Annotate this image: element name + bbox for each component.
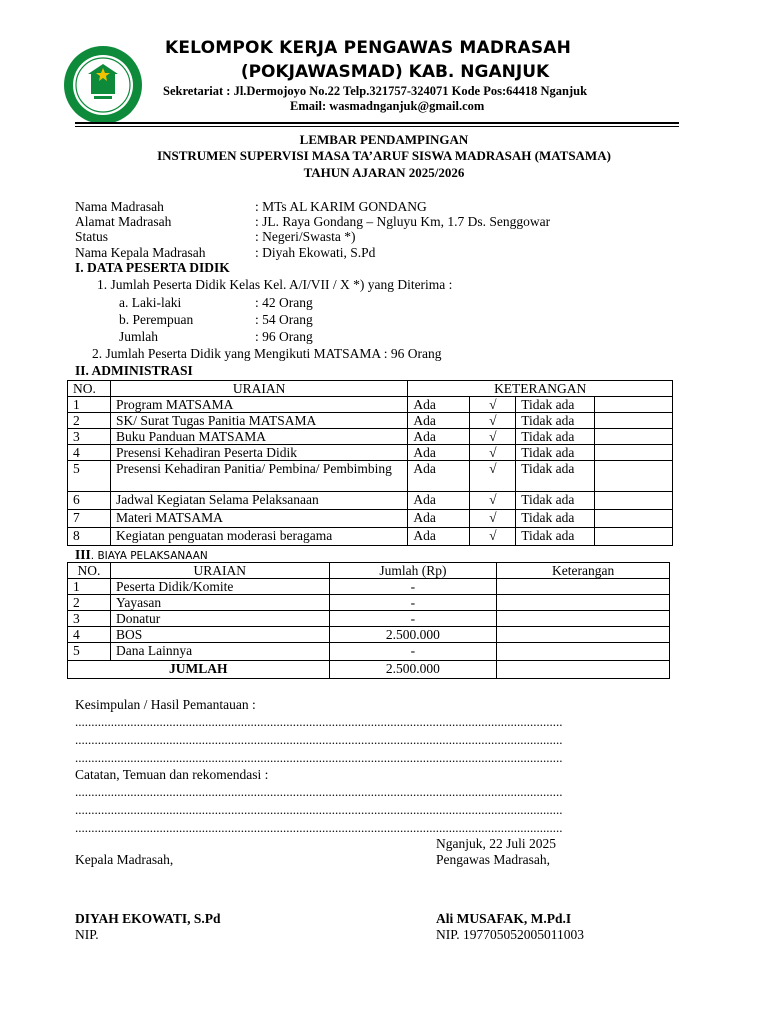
org-name-line1: KELOMPOK KERJA PENGAWAS MADRASAH bbox=[165, 38, 572, 58]
section3-heading-text: . BIAYA PELAKSANAAN bbox=[90, 550, 208, 562]
student-count-value: : 96 Orang bbox=[255, 329, 313, 344]
table-row bbox=[68, 492, 673, 510]
doc-title-line2: INSTRUMEN SUPERVISI MASA TA’ARUF SISWA MADRASAH (MATSAMA) bbox=[157, 148, 611, 163]
row-keterangan bbox=[497, 643, 670, 661]
org-name-line2: (POKJAWASMAD) KAB. NGANJUK bbox=[240, 62, 550, 82]
catatan-label: Catatan, Temuan dan rekomendasi : bbox=[75, 767, 269, 782]
row-tidak-ada: Tidak ada bbox=[516, 492, 595, 510]
row-tidak-ada: Tidak ada bbox=[516, 461, 595, 492]
row-no: 6 bbox=[68, 492, 111, 510]
row-uraian: SK/ Surat Tugas Panitia MATSAMA bbox=[110, 413, 407, 429]
row-ada: Ada bbox=[408, 510, 470, 528]
check-mark: √ bbox=[470, 510, 516, 528]
row-no: 3 bbox=[68, 429, 111, 445]
row-no: 4 bbox=[68, 445, 111, 461]
row-uraian: Kegiatan penguatan moderasi beragama bbox=[110, 528, 407, 546]
row-ada: Ada bbox=[408, 528, 470, 546]
total-label: JUMLAH bbox=[68, 661, 330, 679]
row-tidak-check bbox=[595, 413, 673, 429]
section1-heading: I. DATA PESERTA DIDIK bbox=[75, 260, 230, 275]
row-uraian: Dana Lainnya bbox=[110, 643, 329, 661]
student-count-label: b. Perempuan bbox=[119, 312, 194, 327]
left-signer-nip: NIP. bbox=[75, 927, 99, 942]
row-no: 1 bbox=[68, 579, 111, 595]
row-tidak-ada: Tidak ada bbox=[516, 445, 595, 461]
check-mark: √ bbox=[470, 445, 516, 461]
row-tidak-check bbox=[595, 397, 673, 413]
row-uraian: Presensi Kehadiran Peserta Didik bbox=[110, 445, 407, 461]
right-signer-name: Ali MUSAFAK, M.Pd.I bbox=[436, 911, 572, 926]
identity-value: : Negeri/Swasta *) bbox=[255, 229, 356, 244]
row-uraian: Program MATSAMA bbox=[110, 397, 407, 413]
dotted-line: ...................................................................................................................................................... bbox=[75, 750, 563, 765]
doc-title-line1: LEMBAR PENDAMPINGAN bbox=[299, 132, 469, 147]
table-row bbox=[68, 611, 670, 627]
table-row bbox=[68, 397, 673, 413]
identity-label: Alamat Madrasah bbox=[75, 214, 172, 229]
dotted-line: ...................................................................................................................................................... bbox=[75, 784, 563, 799]
student-count-value: : 42 Orang bbox=[255, 295, 313, 310]
dotted-line: ...................................................................................................................................................... bbox=[75, 714, 563, 729]
row-uraian: Yayasan bbox=[110, 595, 329, 611]
row-tidak-ada: Tidak ada bbox=[516, 510, 595, 528]
check-mark: √ bbox=[470, 429, 516, 445]
pokjawasmad-logo bbox=[62, 44, 144, 126]
check-mark: √ bbox=[470, 528, 516, 546]
identity-label: Nama Kepala Madrasah bbox=[75, 245, 206, 260]
identity-value: : MTs AL KARIM GONDANG bbox=[255, 199, 427, 214]
col-keterangan-header: Keterangan bbox=[497, 563, 670, 579]
right-signer-role: Pengawas Madrasah, bbox=[436, 852, 550, 867]
left-signer-name: DIYAH EKOWATI, S.Pd bbox=[75, 911, 221, 926]
row-no: 8 bbox=[68, 528, 111, 546]
row-uraian: Peserta Didik/Komite bbox=[110, 579, 329, 595]
table-row bbox=[68, 510, 673, 528]
row-ada: Ada bbox=[408, 429, 470, 445]
row-jumlah: - bbox=[329, 643, 497, 661]
table-row bbox=[68, 643, 670, 661]
check-mark: √ bbox=[470, 397, 516, 413]
row-no: 7 bbox=[68, 510, 111, 528]
row-ada: Ada bbox=[408, 413, 470, 429]
section2-heading: II. ADMINISTRASI bbox=[75, 363, 193, 378]
section1-item2: 2. Jumlah Peserta Didik yang Mengikuti MATSAMA : 96 Orang bbox=[92, 346, 442, 361]
administrasi-table bbox=[67, 380, 673, 546]
row-ada: Ada bbox=[408, 492, 470, 510]
col-no-header: NO. bbox=[68, 563, 111, 579]
table-row bbox=[68, 627, 670, 643]
row-jumlah: - bbox=[329, 595, 497, 611]
row-no: 4 bbox=[68, 627, 111, 643]
table-row bbox=[68, 595, 670, 611]
row-keterangan bbox=[497, 611, 670, 627]
row-ada: Ada bbox=[408, 397, 470, 413]
row-tidak-ada: Tidak ada bbox=[516, 429, 595, 445]
col-keterangan-header: KETERANGAN bbox=[408, 381, 673, 397]
row-no: 2 bbox=[68, 595, 111, 611]
col-uraian-header: URAIAN bbox=[110, 563, 329, 579]
row-no: 2 bbox=[68, 413, 111, 429]
check-mark: √ bbox=[470, 461, 516, 492]
row-tidak-check bbox=[595, 492, 673, 510]
row-tidak-ada: Tidak ada bbox=[516, 528, 595, 546]
kesimpulan-label: Kesimpulan / Hasil Pemantauan : bbox=[75, 697, 256, 712]
check-mark: √ bbox=[470, 492, 516, 510]
row-tidak-check bbox=[595, 429, 673, 445]
row-jumlah: 2.500.000 bbox=[329, 627, 497, 643]
left-signer-role: Kepala Madrasah, bbox=[75, 852, 174, 867]
dotted-line: ...................................................................................................................................................... bbox=[75, 802, 563, 817]
row-uraian: Presensi Kehadiran Panitia/ Pembina/ Pembimbing bbox=[110, 461, 407, 492]
row-tidak-check bbox=[595, 445, 673, 461]
table-row bbox=[68, 461, 673, 492]
row-uraian: BOS bbox=[110, 627, 329, 643]
place-date: Nganjuk, 22 Juli 2025 bbox=[436, 836, 556, 851]
dotted-line: ...................................................................................................................................................... bbox=[75, 732, 563, 747]
col-jumlah-header: Jumlah (Rp) bbox=[329, 563, 497, 579]
section1-item1: 1. Jumlah Peserta Didik Kelas Kel. A/I/VII / X *) yang Diterima : bbox=[97, 277, 453, 292]
row-no: 5 bbox=[68, 643, 111, 661]
total-value: 2.500.000 bbox=[329, 661, 497, 679]
col-no-header: NO. bbox=[68, 381, 111, 397]
row-tidak-ada: Tidak ada bbox=[516, 413, 595, 429]
row-no: 3 bbox=[68, 611, 111, 627]
student-count-label: Jumlah bbox=[119, 329, 158, 344]
row-keterangan bbox=[497, 627, 670, 643]
dotted-line: ...................................................................................................................................................... bbox=[75, 820, 563, 835]
table-row bbox=[68, 528, 673, 546]
biaya-table bbox=[67, 562, 670, 679]
section3-heading-roman: III bbox=[75, 547, 91, 562]
row-uraian: Donatur bbox=[110, 611, 329, 627]
row-ada: Ada bbox=[408, 445, 470, 461]
student-count-label: a. Laki-laki bbox=[119, 295, 182, 310]
row-tidak-ada: Tidak ada bbox=[516, 397, 595, 413]
total-keterangan bbox=[497, 661, 670, 679]
table-row bbox=[68, 445, 673, 461]
identity-value: : Diyah Ekowati, S.Pd bbox=[255, 245, 376, 260]
row-jumlah: - bbox=[329, 579, 497, 595]
table-row bbox=[68, 413, 673, 429]
row-uraian: Materi MATSAMA bbox=[110, 510, 407, 528]
row-tidak-check bbox=[595, 461, 673, 492]
table-row bbox=[68, 579, 670, 595]
section3-heading bbox=[75, 547, 208, 563]
row-no: 1 bbox=[68, 397, 111, 413]
letterhead-rule-thin bbox=[75, 126, 679, 127]
row-ada: Ada bbox=[408, 461, 470, 492]
letterhead-rule bbox=[75, 122, 679, 124]
row-keterangan bbox=[497, 579, 670, 595]
org-address: Sekretariat : Jl.Dermojoyo No.22 Telp.321757-324071 Kode Pos:64418 Nganjuk bbox=[163, 84, 588, 98]
col-uraian-header: URAIAN bbox=[110, 381, 407, 397]
identity-label: Status bbox=[75, 229, 109, 244]
right-signer-nip: NIP. 197705052005011003 bbox=[436, 927, 585, 942]
total-row bbox=[68, 661, 670, 679]
row-jumlah: - bbox=[329, 611, 497, 627]
identity-label: Nama Madrasah bbox=[75, 199, 164, 214]
check-mark: √ bbox=[470, 413, 516, 429]
row-uraian: Buku Panduan MATSAMA bbox=[110, 429, 407, 445]
row-no: 5 bbox=[68, 461, 111, 492]
row-uraian: Jadwal Kegiatan Selama Pelaksanaan bbox=[110, 492, 407, 510]
table-row bbox=[68, 429, 673, 445]
row-tidak-check bbox=[595, 510, 673, 528]
identity-value: : JL. Raya Gondang – Ngluyu Km, 1.7 Ds. Senggowar bbox=[255, 214, 551, 229]
org-email: Email: wasmadnganjuk@gmail.com bbox=[290, 99, 485, 113]
doc-title-line3: TAHUN AJARAN 2025/2026 bbox=[303, 165, 465, 180]
row-keterangan bbox=[497, 595, 670, 611]
student-count-value: : 54 Orang bbox=[255, 312, 313, 327]
row-tidak-check bbox=[595, 528, 673, 546]
